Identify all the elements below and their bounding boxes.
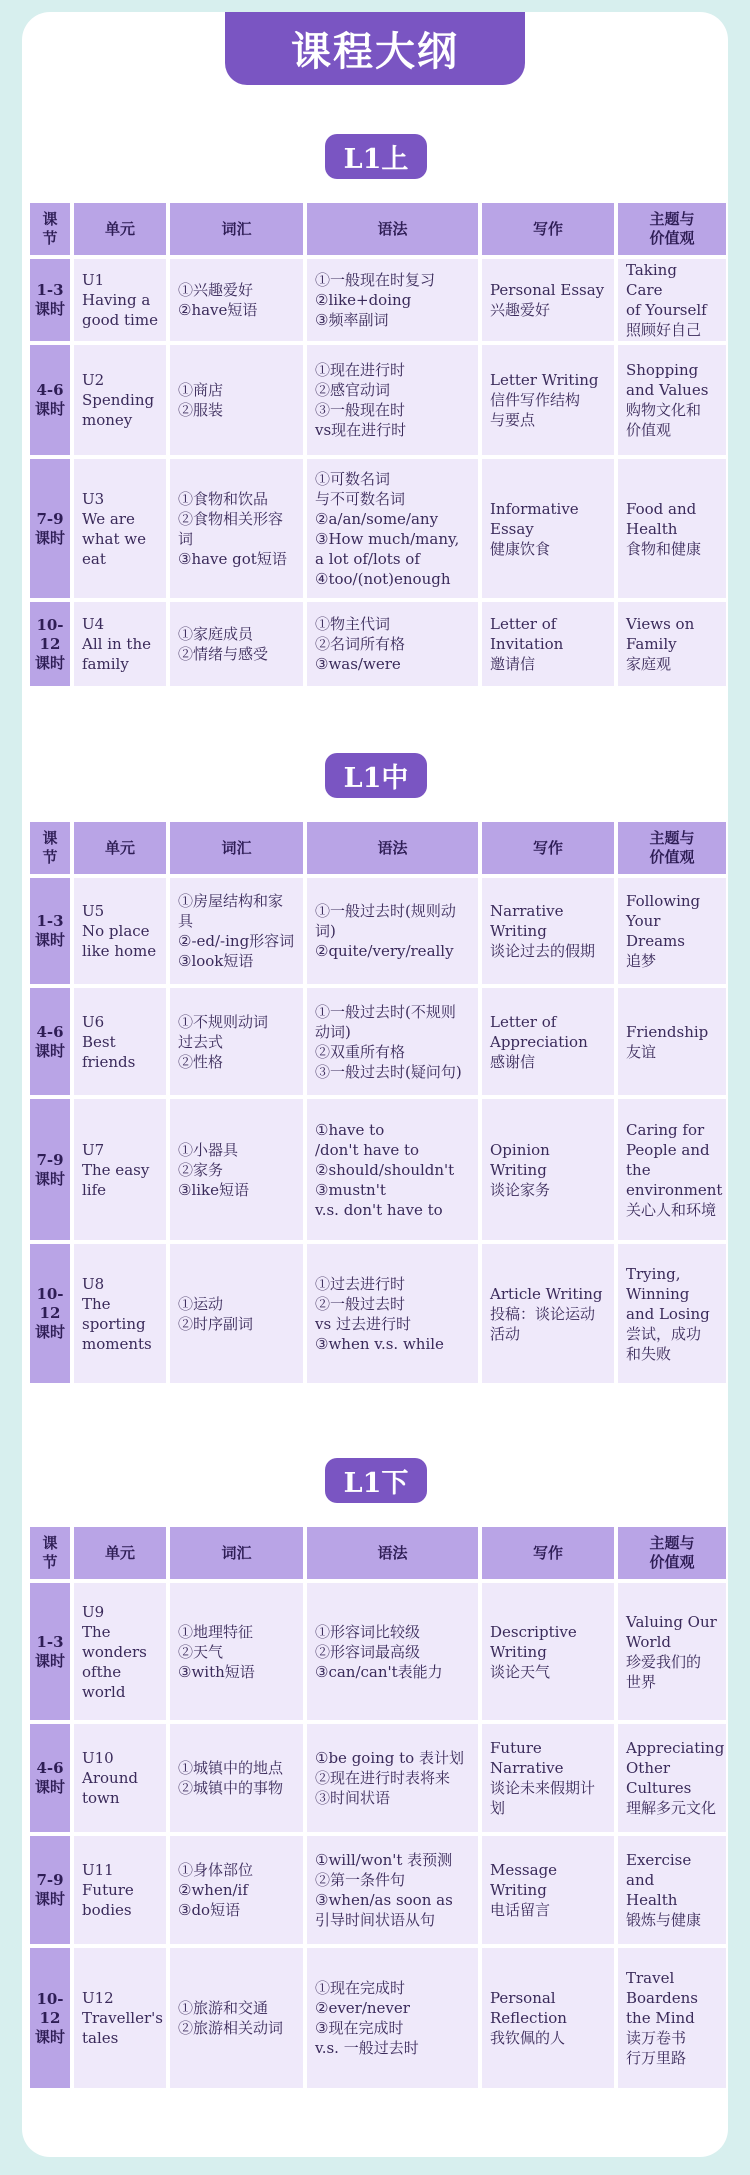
lesson-cell: 1-3 课时: [30, 259, 70, 341]
header-theme: 主题与 价值观: [618, 822, 726, 874]
theme-cell: Caring for People and the environment 关心人和环境: [618, 1099, 726, 1240]
table-row: [30, 1583, 718, 1720]
vocab-cell: ①家庭成员 ②情绪与感受: [170, 602, 303, 686]
theme-cell: Following Your Dreams 追梦: [618, 878, 726, 984]
unit-cell: U12 Traveller's tales: [74, 1948, 166, 2088]
vocab-cell: ①不规则动词 过去式 ②性格: [170, 988, 303, 1095]
writing-cell: Letter of Appreciation 感谢信: [482, 988, 614, 1095]
table-header: [30, 822, 718, 874]
vocab-cell: ①食物和饮品 ②食物相关形容词 ③have got短语: [170, 459, 303, 598]
table-header: [30, 1527, 718, 1579]
writing-cell: Personal Reflection 我钦佩的人: [482, 1948, 614, 2088]
header-writing: 写作: [482, 1527, 614, 1579]
grammar-cell: ①一般过去时(规则动词) ②quite/very/really: [307, 878, 478, 984]
grammar-cell: ①过去进行时 ②一般过去时 vs 过去进行时 ③when v.s. while: [307, 1244, 478, 1383]
table-row: [30, 988, 718, 1095]
lesson-cell: 1-3 课时: [30, 878, 70, 984]
writing-cell: Informative Essay 健康饮食: [482, 459, 614, 598]
table-row: [30, 459, 718, 598]
theme-cell: Food and Health 食物和健康: [618, 459, 726, 598]
writing-cell: Letter Writing 信件写作结构 与要点: [482, 345, 614, 455]
header-lesson: 课节: [30, 1527, 70, 1579]
table-row: [30, 878, 718, 984]
unit-cell: U8 The sporting moments: [74, 1244, 166, 1383]
header-vocab: 词汇: [170, 1527, 303, 1579]
lesson-cell: 4-6 课时: [30, 345, 70, 455]
writing-cell: Message Writing 电话留言: [482, 1836, 614, 1944]
lesson-cell: 10- 12 课时: [30, 1244, 70, 1383]
header-grammar: 语法: [307, 203, 478, 255]
vocab-cell: ①身体部位 ②when/if ③do短语: [170, 1836, 303, 1944]
lesson-cell: 4-6 课时: [30, 988, 70, 1095]
table-row: [30, 602, 718, 686]
header-grammar: 语法: [307, 822, 478, 874]
theme-cell: Taking Care of Yourself 照顾好自己: [618, 259, 726, 341]
grammar-cell: ①现在进行时 ②感官动词 ③一般现在时 vs现在进行时: [307, 345, 478, 455]
grammar-cell: ①物主代词 ②名词所有格 ③was/were: [307, 602, 478, 686]
header-vocab: 词汇: [170, 822, 303, 874]
syllabus-table: [30, 203, 718, 690]
unit-cell: U2 Spending money: [74, 345, 166, 455]
syllabus-table: [30, 1527, 725, 2092]
vocab-cell: ①商店 ②服装: [170, 345, 303, 455]
grammar-cell: ①现在完成时 ②ever/never ③现在完成时 v.s. 一般过去时: [307, 1948, 478, 2088]
header-unit: 单元: [74, 1527, 166, 1579]
table-row: [30, 1836, 718, 1944]
grammar-cell: ①be going to 表计划 ②现在进行时表将来 ③时间状语: [307, 1724, 478, 1832]
vocab-cell: ①运动 ②时序副词: [170, 1244, 303, 1383]
vocab-cell: ①房屋结构和家具 ②-ed/-ing形容词 ③look短语: [170, 878, 303, 984]
header-grammar: 语法: [307, 1527, 478, 1579]
unit-cell: U9 The wonders ofthe world: [74, 1583, 166, 1720]
table-row: [30, 345, 718, 455]
unit-cell: U1 Having a good time: [74, 259, 166, 341]
grammar-cell: ①可数名词 与不可数名词 ②a/an/some/any ③How much/many, a lot of/lots of ④too/(not)enough: [307, 459, 478, 598]
unit-cell: U3 We are what we eat: [74, 459, 166, 598]
section-title: L1上: [325, 134, 427, 179]
writing-cell: Opinion Writing 谈论家务: [482, 1099, 614, 1240]
section-title: L1中: [325, 753, 427, 798]
table-row: [30, 1724, 725, 1832]
vocab-cell: ①小器具 ②家务 ③like短语: [170, 1099, 303, 1240]
header-unit: 单元: [74, 822, 166, 874]
theme-cell: Exercise and Health 锻炼与健康: [618, 1836, 726, 1944]
table-row: [30, 1099, 723, 1240]
unit-cell: U5 No place like home: [74, 878, 166, 984]
vocab-cell: ①城镇中的地点 ②城镇中的事物: [170, 1724, 303, 1832]
writing-cell: Letter of Invitation 邀请信: [482, 602, 614, 686]
grammar-cell: ①一般现在时复习 ②like+doing ③频率副词: [307, 259, 478, 341]
unit-cell: U10 Around town: [74, 1724, 166, 1832]
writing-cell: Future Narrative 谈论未来假期计划: [482, 1724, 614, 1832]
lesson-cell: 4-6 课时: [30, 1724, 70, 1832]
table-row: [30, 1244, 718, 1383]
vocab-cell: ①兴趣爱好 ②have短语: [170, 259, 303, 341]
lesson-cell: 10- 12 课时: [30, 1948, 70, 2088]
header-theme: 主题与 价值观: [618, 1527, 726, 1579]
header-unit: 单元: [74, 203, 166, 255]
grammar-cell: ①have to /don't have to ②should/shouldn't ③mustn't v.s. don't have to: [307, 1099, 478, 1240]
grammar-cell: ①一般过去时(不规则 动词) ②双重所有格 ③一般过去时(疑问句): [307, 988, 478, 1095]
header-vocab: 词汇: [170, 203, 303, 255]
table-row: [30, 1948, 718, 2088]
unit-cell: U4 All in the family: [74, 602, 166, 686]
section-title: L1下: [325, 1458, 427, 1503]
vocab-cell: ①旅游和交通 ②旅游相关动词: [170, 1948, 303, 2088]
header-lesson: 课节: [30, 203, 70, 255]
header-lesson: 课节: [30, 822, 70, 874]
lesson-cell: 1-3 课时: [30, 1583, 70, 1720]
table-header: [30, 203, 718, 255]
table-row: [30, 259, 718, 341]
theme-cell: Valuing Our World 珍爱我们的 世界: [618, 1583, 726, 1720]
syllabus-table: [30, 822, 723, 1387]
lesson-cell: 7-9 课时: [30, 459, 70, 598]
theme-cell: Shopping and Values 购物文化和 价值观: [618, 345, 726, 455]
theme-cell: Trying, Winning and Losing 尝试，成功 和失败: [618, 1244, 726, 1383]
lesson-cell: 7-9 课时: [30, 1099, 70, 1240]
theme-cell: Views on Family 家庭观: [618, 602, 726, 686]
unit-cell: U11 Future bodies: [74, 1836, 166, 1944]
grammar-cell: ①形容词比较级 ②形容词最高级 ③can/can't表能力: [307, 1583, 478, 1720]
vocab-cell: ①地理特征 ②天气 ③with短语: [170, 1583, 303, 1720]
grammar-cell: ①will/won't 表预测 ②第一条件句 ③when/as soon as 引导时间状语从句: [307, 1836, 478, 1944]
lesson-cell: 10- 12 课时: [30, 602, 70, 686]
header-theme: 主题与 价值观: [618, 203, 726, 255]
lesson-cell: 7-9 课时: [30, 1836, 70, 1944]
writing-cell: Narrative Writing 谈论过去的假期: [482, 878, 614, 984]
writing-cell: Personal Essay 兴趣爱好: [482, 259, 614, 341]
unit-cell: U7 The easy life: [74, 1099, 166, 1240]
page-title: 课程大纲: [225, 12, 525, 85]
unit-cell: U6 Best friends: [74, 988, 166, 1095]
theme-cell: Friendship 友谊: [618, 988, 726, 1095]
theme-cell: Travel Boardens the Mind 读万卷书 行万里路: [618, 1948, 726, 2088]
writing-cell: Article Writing 投稿：谈论运动 活动: [482, 1244, 614, 1383]
header-writing: 写作: [482, 822, 614, 874]
writing-cell: Descriptive Writing 谈论天气: [482, 1583, 614, 1720]
theme-cell: Appreciating Other Cultures 理解多元文化: [618, 1724, 726, 1832]
header-writing: 写作: [482, 203, 614, 255]
